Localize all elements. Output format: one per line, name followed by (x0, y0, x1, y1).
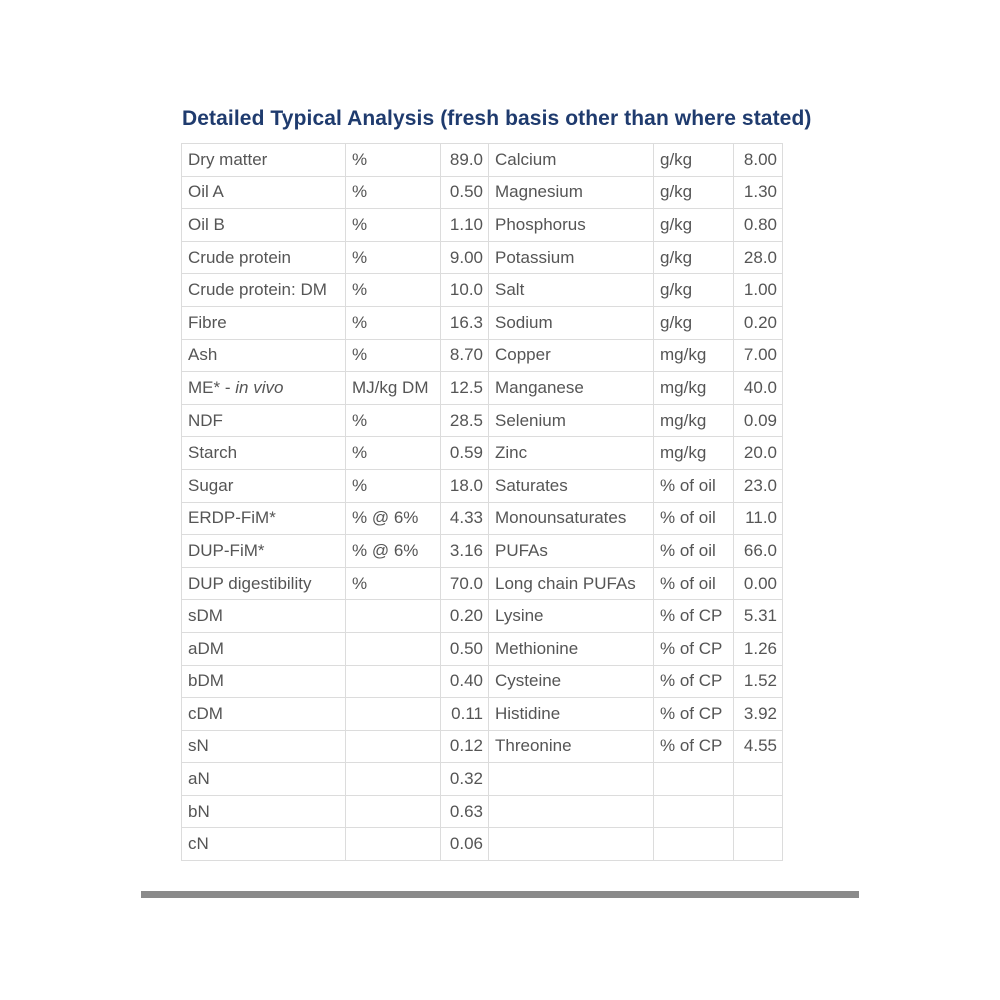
nutrient-unit-cell: % @ 6% (346, 502, 441, 535)
nutrient-name-cell: Ash (182, 339, 346, 372)
nutrient-name-qualifier: in vivo (235, 377, 284, 397)
nutrient-value-cell: 16.3 (441, 306, 489, 339)
nutrient-unit-cell: % of oil (654, 502, 734, 535)
nutrient-value-cell: 0.09 (734, 404, 783, 437)
nutrient-unit-cell: % (346, 241, 441, 274)
nutrient-unit-cell: mg/kg (654, 404, 734, 437)
nutrient-unit-cell: g/kg (654, 176, 734, 209)
nutrient-name-cell: Lysine (489, 600, 654, 633)
nutrient-name-cell: Salt (489, 274, 654, 307)
nutrient-name-cell: Magnesium (489, 176, 654, 209)
table-row (182, 730, 783, 763)
nutrient-name-cell: Starch (182, 437, 346, 470)
table-row (182, 632, 783, 665)
nutrient-name-cell: PUFAs (489, 535, 654, 568)
table-row (182, 502, 783, 535)
nutrient-name-cell: cDM (182, 698, 346, 731)
nutrient-name-cell: Zinc (489, 437, 654, 470)
nutrient-value-cell: 12.5 (441, 372, 489, 405)
nutrient-unit-cell (654, 828, 734, 861)
nutrient-name-cell: Fibre (182, 306, 346, 339)
nutrient-unit-cell (346, 763, 441, 796)
nutrient-value-cell: 10.0 (441, 274, 489, 307)
nutrient-unit-cell (346, 632, 441, 665)
nutrient-unit-cell: % of CP (654, 730, 734, 763)
nutrient-unit-cell: % (346, 469, 441, 502)
nutrient-name-cell: bN (182, 795, 346, 828)
table-row (182, 600, 783, 633)
nutrient-name-cell: Saturates (489, 469, 654, 502)
nutrient-value-cell: 89.0 (441, 144, 489, 177)
page-title: Detailed Typical Analysis (fresh basis other than where stated) (182, 107, 812, 130)
nutrient-value-cell: 28.0 (734, 241, 783, 274)
nutrient-name-cell: Sodium (489, 306, 654, 339)
nutrient-name-cell: sN (182, 730, 346, 763)
nutrient-name-cell: bDM (182, 665, 346, 698)
nutrient-value-cell: 3.92 (734, 698, 783, 731)
nutrient-unit-cell: % of CP (654, 600, 734, 633)
nutrient-value-cell: 18.0 (441, 469, 489, 502)
nutrient-unit-cell: MJ/kg DM (346, 372, 441, 405)
nutrient-value-cell: 0.63 (441, 795, 489, 828)
nutrient-unit-cell (346, 795, 441, 828)
table-row (182, 176, 783, 209)
table-row (182, 241, 783, 274)
table-row (182, 535, 783, 568)
nutrient-name-cell: Crude protein (182, 241, 346, 274)
nutrient-unit-cell (346, 828, 441, 861)
nutrient-name-cell: DUP digestibility (182, 567, 346, 600)
nutrient-name-cell: Selenium (489, 404, 654, 437)
nutrient-unit-cell: % (346, 306, 441, 339)
nutrient-unit-cell: % (346, 209, 441, 242)
nutrient-name-cell: aN (182, 763, 346, 796)
table-row (182, 437, 783, 470)
table-row (182, 306, 783, 339)
nutrient-value-cell: 0.11 (441, 698, 489, 731)
nutrient-name-cell (489, 763, 654, 796)
nutrient-name-cell: aDM (182, 632, 346, 665)
table-row (182, 567, 783, 600)
nutrient-value-cell: 70.0 (441, 567, 489, 600)
nutrient-name-cell: Histidine (489, 698, 654, 731)
nutrient-value-cell (734, 828, 783, 861)
nutrient-unit-cell: g/kg (654, 209, 734, 242)
nutrient-value-cell: 0.40 (441, 665, 489, 698)
nutrient-unit-cell: % (346, 404, 441, 437)
analysis-table (181, 143, 783, 861)
nutrient-value-cell: 0.50 (441, 176, 489, 209)
nutrient-name-cell: sDM (182, 600, 346, 633)
nutrient-name-cell (489, 828, 654, 861)
nutrient-value-cell: 23.0 (734, 469, 783, 502)
nutrient-name-cell: cN (182, 828, 346, 861)
nutrient-unit-cell (654, 795, 734, 828)
nutrient-name-cell: DUP-FiM* (182, 535, 346, 568)
table-row (182, 144, 783, 177)
nutrient-value-cell: 9.00 (441, 241, 489, 274)
nutrient-name-cell: Long chain PUFAs (489, 567, 654, 600)
table-row (182, 274, 783, 307)
nutrient-name-cell: Copper (489, 339, 654, 372)
table-row (182, 469, 783, 502)
nutrient-name-cell: Sugar (182, 469, 346, 502)
nutrient-value-cell: 0.20 (734, 306, 783, 339)
nutrient-value-cell: 5.31 (734, 600, 783, 633)
nutrient-name-cell (489, 795, 654, 828)
table-row (182, 209, 783, 242)
nutrient-unit-cell: mg/kg (654, 437, 734, 470)
nutrient-unit-cell: g/kg (654, 306, 734, 339)
nutrient-unit-cell: mg/kg (654, 339, 734, 372)
nutrient-unit-cell: % of CP (654, 665, 734, 698)
table-row (182, 698, 783, 731)
nutrient-name-cell: Threonine (489, 730, 654, 763)
nutrient-value-cell: 7.00 (734, 339, 783, 372)
table-row (182, 372, 783, 405)
nutrient-value-cell: 4.55 (734, 730, 783, 763)
nutrient-value-cell: 0.06 (441, 828, 489, 861)
nutrient-name-cell: Oil A (182, 176, 346, 209)
nutrient-value-cell: 1.30 (734, 176, 783, 209)
nutrient-value-cell: 1.52 (734, 665, 783, 698)
nutrient-value-cell: 66.0 (734, 535, 783, 568)
nutrient-value-cell: 20.0 (734, 437, 783, 470)
nutrient-value-cell: 1.10 (441, 209, 489, 242)
nutrient-name-prefix: ME* - (188, 377, 236, 397)
nutrient-unit-cell (346, 698, 441, 731)
nutrient-name-cell: Potassium (489, 241, 654, 274)
table-row (182, 795, 783, 828)
nutrient-name-cell: Calcium (489, 144, 654, 177)
nutrient-unit-cell: % of oil (654, 567, 734, 600)
nutrient-unit-cell: % (346, 567, 441, 600)
nutrient-unit-cell: % (346, 339, 441, 372)
nutrient-unit-cell (654, 763, 734, 796)
nutrient-unit-cell: % of oil (654, 535, 734, 568)
nutrient-name-cell: ERDP-FiM* (182, 502, 346, 535)
nutrient-unit-cell: mg/kg (654, 372, 734, 405)
nutrient-unit-cell: g/kg (654, 241, 734, 274)
analysis-table-body (182, 144, 783, 861)
nutrient-unit-cell: % of oil (654, 469, 734, 502)
nutrient-unit-cell: % (346, 437, 441, 470)
nutrient-unit-cell: % (346, 144, 441, 177)
nutrient-value-cell: 0.12 (441, 730, 489, 763)
nutrient-name-cell: Methionine (489, 632, 654, 665)
nutrient-name-cell: Dry matter (182, 144, 346, 177)
nutrient-value-cell: 8.70 (441, 339, 489, 372)
nutrient-unit-cell: % (346, 176, 441, 209)
nutrient-unit-cell: g/kg (654, 144, 734, 177)
nutrient-value-cell (734, 763, 783, 796)
nutrient-unit-cell: % @ 6% (346, 535, 441, 568)
nutrient-value-cell: 1.00 (734, 274, 783, 307)
nutrient-unit-cell (346, 730, 441, 763)
nutrient-value-cell: 0.00 (734, 567, 783, 600)
nutrient-value-cell: 4.33 (441, 502, 489, 535)
nutrient-unit-cell (346, 600, 441, 633)
nutrient-value-cell: 0.20 (441, 600, 489, 633)
nutrient-name-cell: Manganese (489, 372, 654, 405)
table-row (182, 763, 783, 796)
table-row (182, 828, 783, 861)
nutrient-value-cell: 0.50 (441, 632, 489, 665)
nutrient-value-cell: 3.16 (441, 535, 489, 568)
nutrient-unit-cell: % of CP (654, 632, 734, 665)
nutrient-unit-cell: % (346, 274, 441, 307)
bottom-divider (141, 891, 859, 898)
table-row (182, 404, 783, 437)
nutrient-name-cell: Crude protein: DM (182, 274, 346, 307)
nutrient-value-cell: 40.0 (734, 372, 783, 405)
nutrient-value-cell: 0.59 (441, 437, 489, 470)
nutrient-unit-cell: g/kg (654, 274, 734, 307)
nutrient-value-cell: 1.26 (734, 632, 783, 665)
nutrient-name-cell (182, 372, 346, 405)
nutrient-name-cell: Cysteine (489, 665, 654, 698)
nutrient-name-cell: Oil B (182, 209, 346, 242)
nutrient-name-cell: Monounsaturates (489, 502, 654, 535)
nutrient-unit-cell (346, 665, 441, 698)
table-row (182, 665, 783, 698)
nutrient-value-cell: 11.0 (734, 502, 783, 535)
table-row (182, 339, 783, 372)
nutrient-name-cell: NDF (182, 404, 346, 437)
nutrient-value-cell: 28.5 (441, 404, 489, 437)
nutrient-value-cell: 0.32 (441, 763, 489, 796)
nutrient-value-cell: 0.80 (734, 209, 783, 242)
nutrient-value-cell (734, 795, 783, 828)
nutrient-name-cell: Phosphorus (489, 209, 654, 242)
nutrient-unit-cell: % of CP (654, 698, 734, 731)
nutrient-value-cell: 8.00 (734, 144, 783, 177)
